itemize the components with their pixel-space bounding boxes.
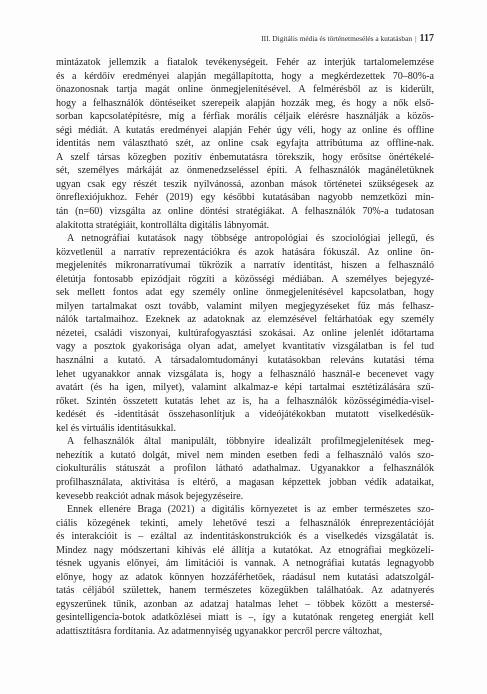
text-line: tatás céljából születtek, hanem természetes közegükben találhatóak. Az adatnyerés bbox=[56, 585, 434, 597]
text-line: vagy a posztok gyakorisága olyan adat, amelyet kvantitatív vizsgálatban is fel tud bbox=[56, 341, 434, 353]
text-line: sorban kapcsolatépítésre, míg a férfiak morális céljaik elérésre használják a közös- bbox=[56, 111, 434, 123]
text-line: hogy a felhasználók döntéseiket szerepeik alapján hozzák meg, és hogy a nők első- bbox=[56, 97, 434, 109]
text-line: ciokulturális státuszát a profilon látható adathalmaz. Ugyanakkor a felhasználók bbox=[56, 463, 434, 475]
text-line: tán (n=60) vizsgálta az online döntési stratégiákat. A felhasználók 70%-a tudatosan bbox=[56, 206, 434, 218]
text-line: identitás nem választható szét, az online csak egyfajta attribútuma az offline-nak. bbox=[56, 138, 434, 150]
text-line: önreflexiójukhoz. Fehér (2019) egy későbbi kutatásában nagyobb nemzetközi min- bbox=[56, 192, 434, 204]
text-line: milyen tartalmakat oszt tovább, valamint milyen megjegyzéseket fűz más felhasz- bbox=[56, 300, 434, 312]
text-line: életútja fontosabb epizódjait rögzíti a közösségi médiában. A személyes bejegyzé- bbox=[56, 273, 434, 285]
paragraph bbox=[56, 232, 434, 435]
text-line: alakította stratégiáit, kontrollálta digitális lábnyomát. bbox=[56, 219, 270, 231]
text-line: A szelf társas közegben pozitív énbemutatásra törekszik, hogy erősítse önértékelé- bbox=[56, 151, 434, 163]
text-line: kel és virtuális identitásukkal. bbox=[56, 422, 176, 434]
running-head bbox=[261, 33, 434, 44]
text-line: profilhasználata, aktivitása is eltérő, a magasan képzettek jobban védik adataikat, bbox=[56, 476, 434, 488]
text-line: ugyan csak egy részét teszik nyilvánossá, azonban mások történetei szükségesek az bbox=[56, 178, 434, 190]
paragraph bbox=[56, 56, 434, 232]
text-line: kevesebb reakciót adnak mások bejegyzéseire. bbox=[56, 490, 244, 502]
text-line: lehet ugyanakkor annak vizsgálata is, hogy a felhasználó használ-e becenevet vagy bbox=[56, 368, 434, 380]
text-line: sek mellett fontos adat egy személy online önmegjelenítésével kapcsolatban, hogy bbox=[56, 287, 434, 299]
text-line: A netnográfiai kutatások nagy többsége antropológiai és szociológiai jellegű, és bbox=[67, 233, 434, 245]
text-line: használni a kutató. A társadalomtudományi kutatásokban releváns kutatási téma bbox=[56, 355, 434, 367]
text-line: avatárt (és ha igen, milyet), valamint alkalmaz-e képi tartalmai esztétizálására szű- bbox=[56, 382, 434, 394]
text-line: nézetei, családi viszonyai, kultúrafogyasztási szokásai. Az online jelenlét időtartama bbox=[56, 327, 434, 339]
text-line: ciális közegének tekinti, amely lehetővé teszi a felhasználók énreprezentációját bbox=[56, 517, 434, 529]
text-line: egyszerűnek tűnik, azonban az adatzaj hatalmas lehet – többek között a mestersé- bbox=[56, 598, 434, 610]
text-line: nálók tartalmaihoz. Ezeknek az adatoknak az elemzésével feltárhatóak egy személy bbox=[56, 314, 434, 326]
text-line: sét, személyes márkáját az önmenedzseléssel építi. A felhasználók magánéletüknek bbox=[56, 165, 434, 177]
text-line: és interakcióit is – ezáltal az indentitáskonstrukciók és a viselkedés vizsgálatát is. bbox=[56, 531, 434, 543]
text-line: Mindez nagy módszertani kihívás elé állítja a kutatókat. Az etnográfiai megközelí- bbox=[56, 544, 434, 556]
text-line: megjelenítés mikronarratívumai tükrözik a narratív identitást, hiszen a felhasználó bbox=[56, 260, 434, 272]
text-line: előnye, hogy az adatok könnyen hozzáférhetőek, ráadásul nem kutatási adatszolgál- bbox=[56, 571, 434, 583]
text-line: rőket. Szintén összetett kutatás lehet az is, ha a felhasználók közösségimédia-visel- bbox=[56, 395, 434, 407]
text-line: nehezítik a kutató dolgát, mivel nem minden esetben fedi a felhasználó valós szo- bbox=[56, 449, 434, 461]
text-line: adattisztításra fordítania. Az adatmennyiség ugyanakkor percről percre változhat, bbox=[56, 625, 383, 637]
text-line: gesintelligencia-botok adatközlései miatt is –, így a kutatónak rengeteg energiát kell bbox=[56, 612, 434, 624]
text-line: közvetlenül a narratív reprezentációkra és azok hatására fókuszál. Az online ön- bbox=[56, 246, 434, 258]
text-line: és a kérdőív eredményei alapján megállapította, hogy a megkérdezettek 70–80%-a bbox=[56, 70, 434, 82]
paragraph bbox=[56, 435, 434, 503]
text-line: tésnek ugyanis előnyei, ám limitációi is vannak. A netnográfiai kutatás legnagyobb bbox=[56, 558, 434, 570]
body-text bbox=[56, 56, 434, 639]
page-number: 117 bbox=[419, 33, 434, 44]
running-title: III. Digitális média és történetmesélés a kutatásban bbox=[261, 34, 413, 43]
text-line: önazonosnak tartja magát online önmegjelenítésével. A felmérésből az is kiderült, bbox=[56, 84, 434, 96]
header-separator: | bbox=[415, 34, 417, 43]
text-line: kedését és -identitását összehasonlítjuk a videójátékokban mutatott viselkedésük- bbox=[56, 409, 434, 421]
text-line: ségi médiát. A kutatás eredményei alapján Fehér úgy véli, hogy az online és offline bbox=[56, 124, 434, 136]
text-line: Ennek ellenére Braga (2021) a digitális környezetet is az ember természetes szo- bbox=[67, 504, 434, 516]
text-line: A felhasználók által manipulált, többnyire idealizált profilmegjelenítések meg- bbox=[67, 436, 434, 448]
text-line: mintázatok jellemzik a fiatalok tevékenységeit. Fehér az interjúk tartalomelemzése bbox=[56, 57, 434, 68]
paragraph bbox=[56, 503, 434, 638]
